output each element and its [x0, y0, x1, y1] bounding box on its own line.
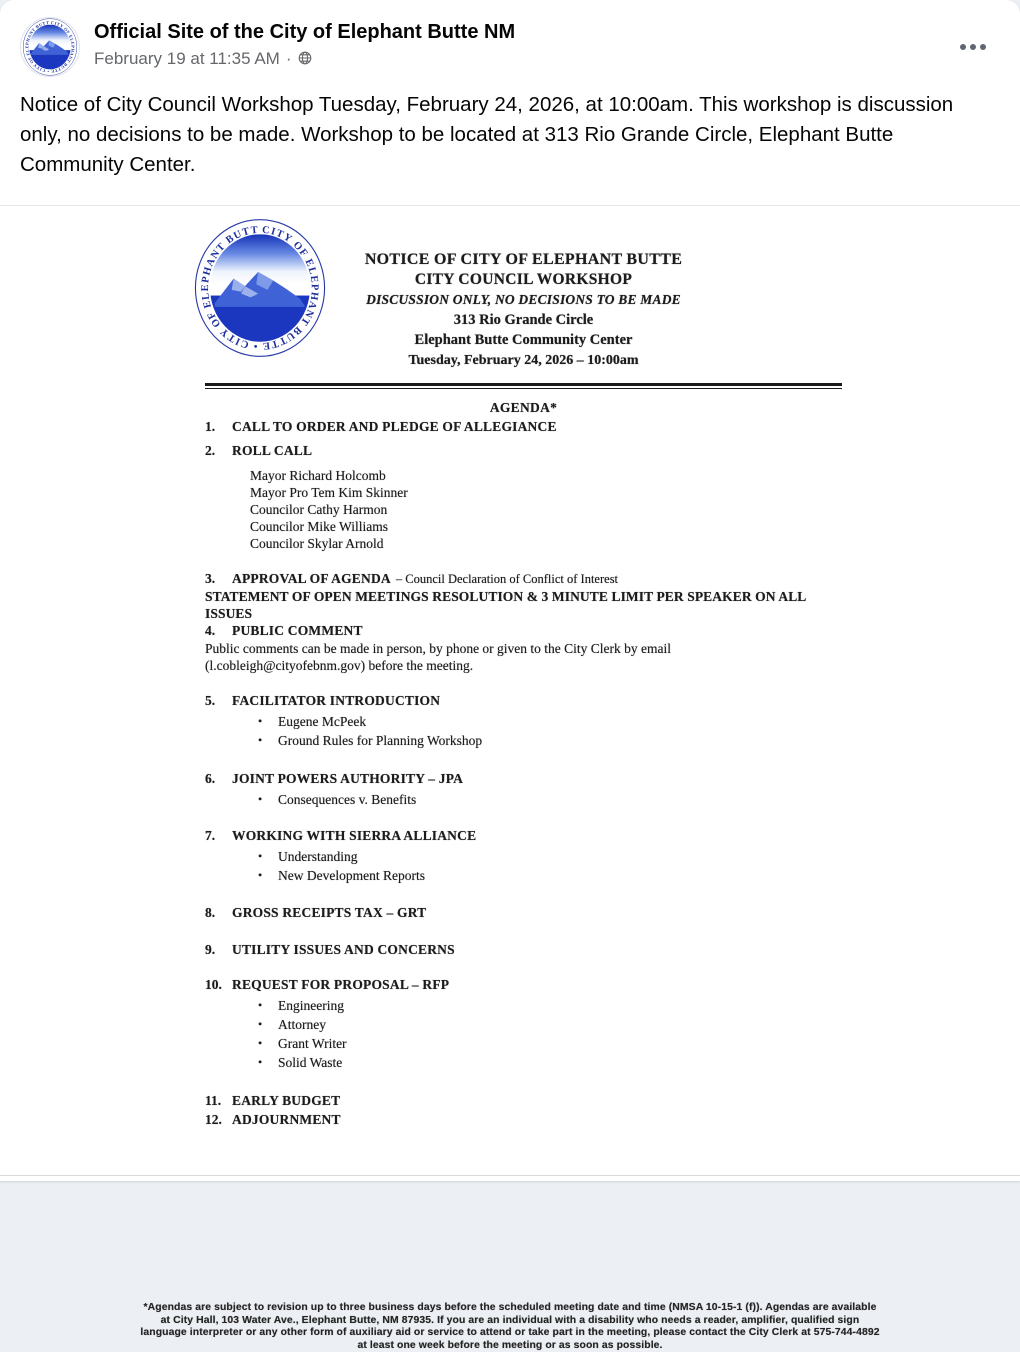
bullet-item [258, 996, 842, 1015]
dot-separator: · [285, 49, 292, 68]
bullet-item [258, 847, 842, 866]
agenda-item-row [205, 442, 842, 459]
item-number: 12. [205, 1112, 222, 1127]
page-name-link[interactable]: Official Site of the City of Elephant Butte NM [94, 21, 516, 43]
item-title: ADJOURNMENT [232, 1112, 341, 1127]
roll-call-name: Councilor Cathy Harmon [250, 502, 388, 517]
agenda-item-1 [205, 418, 842, 435]
agenda-footnote: *Agendas are subject to revision up to three business days before the scheduled meeting date and time (NMSA 10-15-1 (f)). Agendas are available at City Hall, 103 Water Ave., Elephant Butte, NM 87935. If you are an individual with a disability who needs a reader, amplifier, qualified sign language interpreter or any other form of auxiliary aid or service to attend or take part in the meeting, please contact the City Clerk at 575-744-4892 at least one week before the meeting or as soon as possible. [140, 1302, 880, 1351]
agenda-item-row [205, 904, 842, 921]
doc-address-line: 313 Rio Grande Circle [453, 312, 594, 328]
doc-venue-line: Elephant Butte Community Center [414, 332, 633, 348]
agenda-item-row [205, 570, 842, 588]
horizontal-rule [205, 383, 842, 389]
agenda-item-row [205, 827, 842, 844]
agenda-item-row [205, 418, 842, 435]
roll-call-name: Mayor Richard Holcomb [250, 468, 386, 483]
ellipsis-icon [960, 44, 966, 50]
bullet-icon: • [258, 733, 263, 747]
bullet-item [258, 1053, 842, 1072]
item-number: 10. [205, 977, 222, 992]
agenda-item-8 [205, 904, 842, 921]
post-options-button[interactable] [954, 38, 992, 56]
bullet-icon: • [258, 1036, 263, 1050]
page-avatar[interactable] [20, 17, 80, 77]
bullet-list [258, 996, 842, 1072]
item-number: 9. [205, 942, 216, 957]
post-body-text: Notice of City Council Workshop Tuesday, February 24, 2026, at 10:00am. This workshop is discussion only, no decisions to be made. Workshop to be located at 313 Rio Grande Circle, Elephant Butte Community Center. [20, 93, 954, 176]
agenda-item-11 [205, 1092, 842, 1109]
item-title: APPROVAL OF AGENDA [232, 571, 391, 586]
bullet-icon: • [258, 792, 263, 806]
agenda-item-row [205, 1092, 842, 1109]
statement-text: STATEMENT OF OPEN MEETINGS RESOLUTION & 3 MINUTE LIMIT PER SPEAKER ON ALL ISSUES [205, 589, 806, 621]
agenda-item-row [205, 622, 842, 639]
agenda-item-row [205, 941, 842, 958]
roll-call-names [250, 467, 842, 552]
document-header [205, 206, 842, 371]
doc-title-line: NOTICE OF CITY OF ELEPHANT BUTTE [364, 251, 683, 268]
doc-title-line: DISCUSSION ONLY, NO DECISIONS TO BE MADE [366, 292, 681, 307]
item-number: 11. [205, 1093, 222, 1108]
item-title: PUBLIC COMMENT [232, 623, 363, 638]
bullet-text: Ground Rules for Planning Workshop [278, 733, 483, 748]
document-column [205, 206, 842, 1128]
item-number: 6. [205, 771, 216, 786]
roll-call-name: Councilor Mike Williams [250, 519, 388, 534]
agenda-item-6 [205, 770, 842, 809]
item-number: 5. [205, 693, 216, 708]
item-title: WORKING WITH SIERRA ALLIANCE [232, 828, 477, 843]
item-title: UTILITY ISSUES AND CONCERNS [232, 942, 455, 957]
bullet-item [258, 1015, 842, 1034]
bullet-icon: • [258, 998, 263, 1012]
roll-call-name: Mayor Pro Tem Kim Skinner [250, 485, 408, 500]
post-header [0, 0, 1020, 77]
agenda-item-12 [205, 1111, 842, 1128]
agenda-item-row [205, 1111, 842, 1128]
post-timestamp[interactable]: February 19 at 11:35 AM [94, 49, 280, 68]
item-title: ROLL CALL [232, 443, 313, 458]
agenda-item-7 [205, 827, 842, 885]
agenda-item-3 [205, 570, 842, 622]
bullet-icon: • [258, 1055, 263, 1069]
item-number: 8. [205, 905, 216, 920]
agenda-item-5 [205, 692, 842, 750]
ellipsis-icon [970, 44, 976, 50]
item-title: REQUEST FOR PROPOSAL – RFP [232, 977, 450, 992]
post-meta [94, 17, 515, 70]
bullet-icon: • [258, 1017, 263, 1031]
bullet-icon: • [258, 714, 263, 728]
roll-call-name: Councilor Skylar Arnold [250, 536, 384, 551]
bullet-item [258, 866, 842, 885]
bullet-text: Understanding [278, 849, 358, 864]
agenda-item-10 [205, 976, 842, 1072]
attached-document-image[interactable] [0, 205, 1020, 1351]
doc-title-line: CITY COUNCIL WORKSHOP [414, 271, 633, 288]
bullet-icon: • [258, 849, 263, 863]
globe-icon [298, 50, 312, 70]
post-subrow [94, 48, 515, 70]
agenda-item-9 [205, 941, 842, 958]
bullet-item [258, 712, 842, 731]
bullet-text: Attorney [278, 1017, 326, 1032]
item-number: 4. [205, 623, 216, 638]
item-title-suffix: – Council Declaration of Conflict of Interest [395, 572, 619, 586]
bullet-item [258, 790, 842, 809]
ellipsis-icon [980, 44, 986, 50]
agenda-item-row [205, 770, 842, 787]
agenda-item-2 [205, 442, 842, 552]
bullet-text: Consequences v. Benefits [278, 792, 417, 807]
agenda-list [205, 418, 842, 1128]
item-title: EARLY BUDGET [232, 1093, 341, 1108]
bullet-text: Engineering [278, 998, 344, 1013]
bullet-item [258, 731, 842, 750]
item-paragraph: Public comments can be made in person, by phone or given to the City Clerk by email (l.cobleigh@cityofebnm.gov) before the meeting. [205, 641, 672, 673]
bullet-icon: • [258, 868, 263, 882]
bullet-list [258, 790, 842, 809]
item-title: JOINT POWERS AUTHORITY – JPA [232, 771, 464, 786]
agenda-title: AGENDA* [489, 400, 558, 415]
item-number: 1. [205, 419, 216, 434]
doc-datetime-line: Tuesday, February 24, 2026 – 10:00am [408, 353, 639, 368]
item-title: CALL TO ORDER AND PLEDGE OF ALLEGIANCE [232, 419, 557, 434]
bullet-text: New Development Reports [278, 868, 425, 883]
bullet-list [258, 712, 842, 750]
item-number: 2. [205, 443, 216, 458]
item-title: FACILITATOR INTRODUCTION [232, 693, 441, 708]
bullet-text: Solid Waste [278, 1055, 343, 1070]
agenda-item-4 [205, 622, 842, 674]
bullet-list [258, 847, 842, 885]
item-title: GROSS RECEIPTS TAX – GRT [232, 905, 427, 920]
bullet-text: Grant Writer [278, 1036, 347, 1051]
bullet-item [258, 1034, 842, 1053]
item-number: 3. [205, 571, 216, 586]
agenda-item-row [205, 976, 842, 993]
agenda-item-row [205, 692, 842, 709]
bullet-text: Eugene McPeek [278, 714, 367, 729]
item-number: 7. [205, 828, 216, 843]
city-seal-icon [21, 18, 79, 76]
